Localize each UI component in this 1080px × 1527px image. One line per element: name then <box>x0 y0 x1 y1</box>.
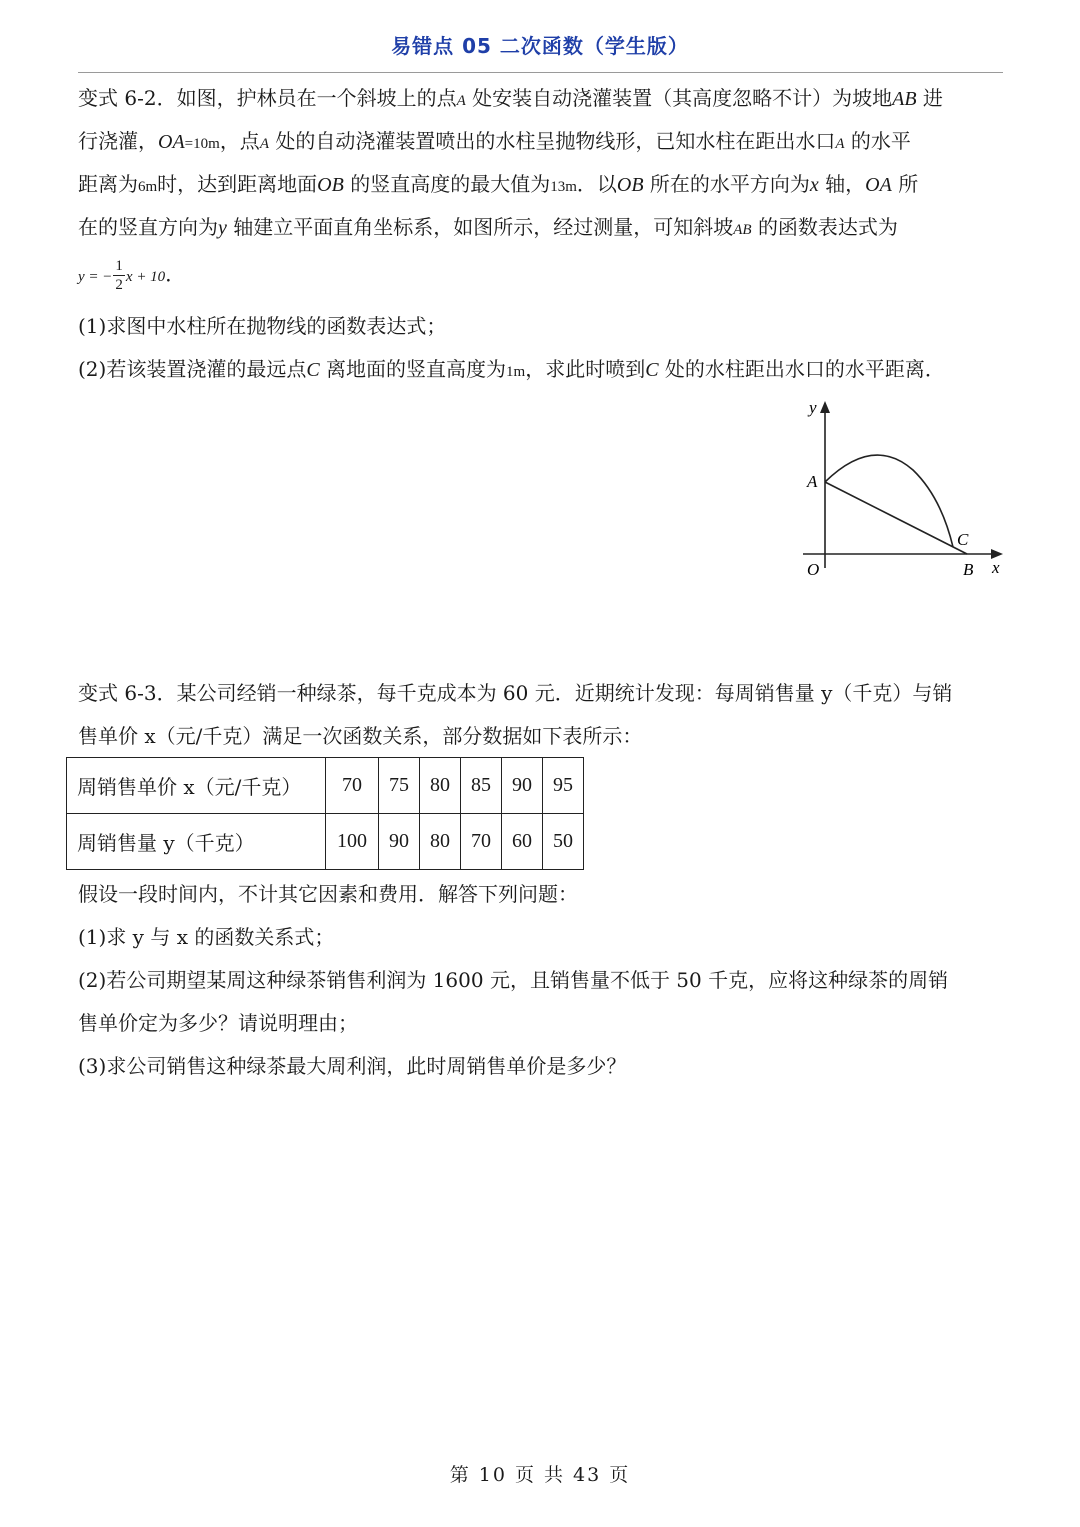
text: 的函数表达式为 <box>757 215 898 239</box>
text: ． <box>165 262 186 286</box>
problem-6-3-question-2-line-1: (2)若公司期望某周这种绿茶销售利润为 1600 元，且销售量不低于 50 千克，应将这种绿茶的周销 <box>78 968 949 992</box>
height-13m: 13m <box>550 179 577 195</box>
table-cell: 90 <box>502 758 543 814</box>
problem-6-2-question-1: (1)求图中水柱所在抛物线的函数表达式； <box>78 314 447 338</box>
text: 的竖直高度的最大值为 <box>350 172 551 196</box>
text: 处安装自动浇灌装置（其高度忽略不计）为坡地 <box>472 86 893 110</box>
problem-6-3-question-3: (3)求公司销售这种绿茶最大周利润，此时周销售单价是多少？ <box>78 1054 627 1078</box>
row-header-quantity: 周销售量 y（千克） <box>67 814 326 870</box>
x-symbol: x <box>809 174 819 196</box>
problem-6-2-question-2 <box>78 355 1003 386</box>
table-cell: 100 <box>326 814 379 870</box>
text: 所在的水平方向为 <box>649 172 810 196</box>
text: ，求此时喷到 <box>525 357 646 381</box>
page-number: 第 10 页 共 43 页 <box>449 1464 631 1486</box>
y-axis-arrow <box>820 401 830 413</box>
slope-line-ab <box>825 482 967 554</box>
sales-data-table <box>66 757 584 870</box>
oa-symbol: OA <box>865 174 892 196</box>
text: 时，达到距离地面 <box>157 172 318 196</box>
point-a-label: A <box>456 93 466 109</box>
point-c-label: C <box>306 359 320 381</box>
problem-6-3-assumption: 假设一段时间内，不计其它因素和费用．解答下列问题： <box>78 882 578 906</box>
text: 轴建立平面直角坐标系，如图所示，经过测量，可知斜坡 <box>233 215 734 239</box>
row-header-price: 周销售单价 x（元/千克） <box>67 758 326 814</box>
equation-lhs: y = − <box>78 269 113 285</box>
fraction-one-half <box>113 257 125 294</box>
y-symbol: y <box>218 217 227 239</box>
ob-symbol: OB <box>616 174 644 196</box>
fraction-numerator: 1 <box>115 258 123 274</box>
problem-6-2-line-3 <box>78 170 1003 201</box>
problem-6-2-line-1 <box>78 84 1003 115</box>
table-cell: 95 <box>543 758 584 814</box>
table-cell: 70 <box>461 814 502 870</box>
table-cell: 60 <box>502 814 543 870</box>
text: 变式 6-2．如图，护林员在一个斜坡上的点 <box>78 86 457 110</box>
text: 离地面的竖直高度为 <box>326 357 507 381</box>
table-cell: 75 <box>379 758 420 814</box>
problem-6-3-line-1: 变式 6-3．某公司经销一种绿茶，每千克成本为 60 元．近期统计发现：每周销售量 y（千克）与销 <box>78 681 953 705</box>
point-label-o: O <box>807 560 820 579</box>
water-parabola <box>825 455 953 547</box>
height-1m: 1m <box>506 364 526 380</box>
fraction-denominator: 2 <box>115 277 123 293</box>
problem-6-3-question-1: (1)求 y 与 x 的函数关系式； <box>78 925 335 949</box>
text: 距离为 <box>78 172 138 196</box>
text: 的水平 <box>850 129 911 153</box>
page-header-title: 易错点 05 二次函数（学生版） <box>391 34 689 58</box>
problem-6-3-line-2: 售单价 x（元/千克）满足一次函数关系，部分数据如下表所示： <box>78 724 643 748</box>
text: 处的水柱距出水口的水平距离． <box>664 357 945 381</box>
oa-symbol: OA <box>158 131 185 153</box>
text: 所 <box>898 172 919 196</box>
point-label-c: C <box>957 530 969 549</box>
table-cell: 80 <box>420 758 461 814</box>
problem-6-2-line-2 <box>78 127 1003 158</box>
text: ，点 <box>219 129 260 153</box>
parabola-figure <box>795 395 1010 585</box>
point-a-label: A <box>259 136 269 152</box>
segment-ab-label: AB <box>892 88 917 110</box>
slope-equation <box>78 250 1003 301</box>
text: 处的自动浇灌装置喷出的水柱呈抛物线形，已知水柱在距出水口 <box>275 129 836 153</box>
text: 行浇灌， <box>78 129 158 153</box>
point-label-a: A <box>807 472 818 491</box>
equation-rhs: x + 10 <box>125 269 166 285</box>
table-cell: 70 <box>326 758 379 814</box>
table-cell: 80 <box>420 814 461 870</box>
point-label-b: B <box>963 560 974 579</box>
table-row-quantity <box>67 814 584 870</box>
text: 轴， <box>825 172 866 196</box>
problem-6-2-line-4 <box>78 213 1003 244</box>
table-cell: 50 <box>543 814 584 870</box>
table-row-price <box>67 758 584 814</box>
oa-length: =10m <box>184 136 220 152</box>
axis-label-y: y <box>809 398 817 417</box>
segment-ab-label: AB <box>733 222 752 238</box>
text: 进 <box>922 86 943 110</box>
header-divider <box>78 72 1003 73</box>
ob-symbol: OB <box>317 174 344 196</box>
point-c-label: C <box>645 359 659 381</box>
point-a-label: A <box>835 136 845 152</box>
table-cell: 85 <box>461 758 502 814</box>
distance-6m: 6m <box>138 179 158 195</box>
text: (2)若该装置浇灌的最远点 <box>78 357 307 381</box>
table-cell: 90 <box>379 814 420 870</box>
axis-label-x: x <box>992 558 1000 577</box>
text: 在的竖直方向为 <box>78 215 218 239</box>
text: ．以 <box>576 172 617 196</box>
problem-6-3-question-2-line-2: 售单价定为多少？请说明理由； <box>78 1011 358 1035</box>
